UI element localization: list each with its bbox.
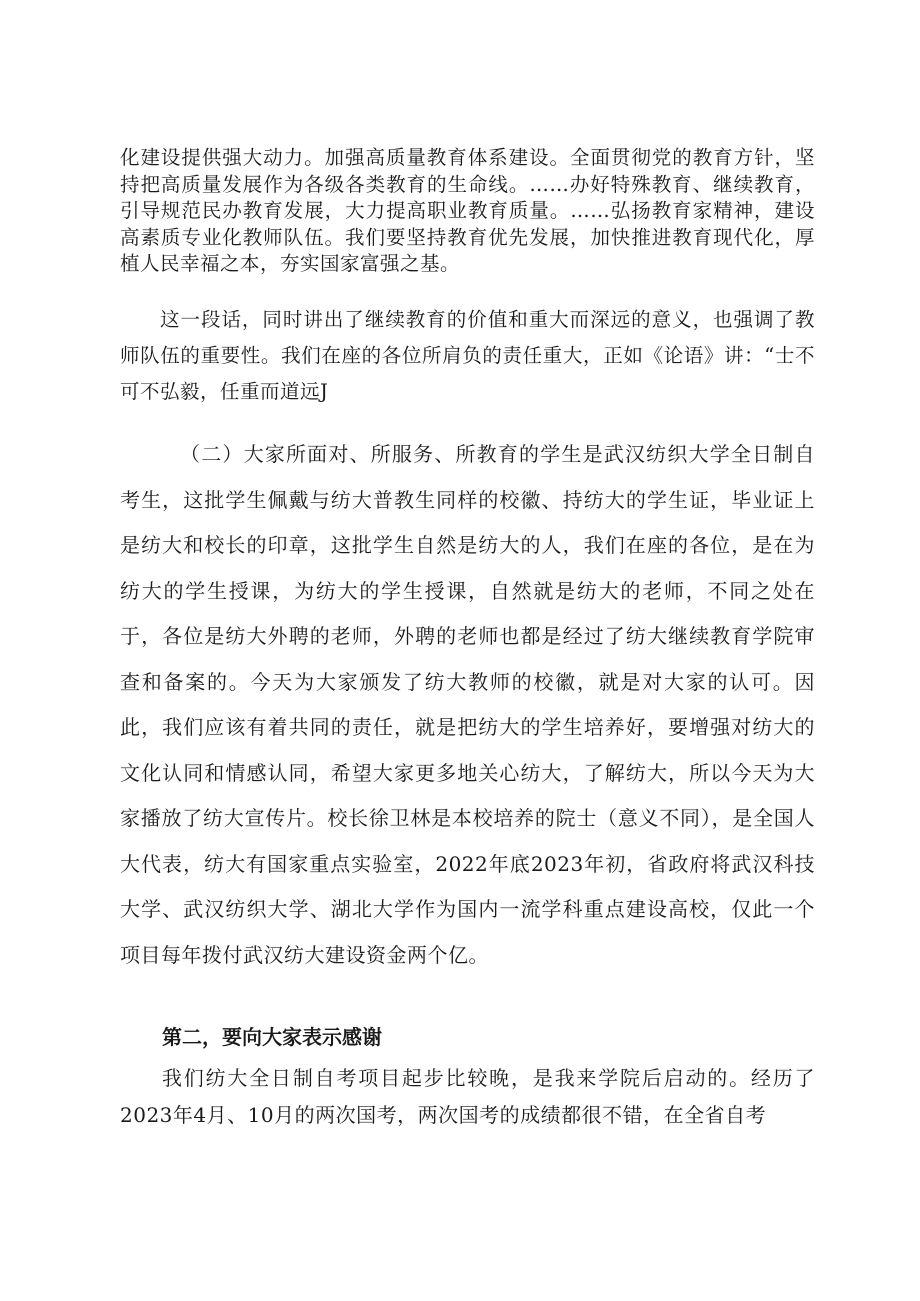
body-paragraph-2: 这一段话，同时讲出了继续教育的价值和重大而深远的意义，也强调了教师队伍的重要性。我们在座的各位所肩负的责任重大，正如《论语》讲：“士不可不弘毅，任重而道远J <box>120 308 815 403</box>
section-heading: 第二，要向大家表示感谢 <box>162 1025 382 1049</box>
body-paragraph-1: 化建设提供强大动力。加强高质量教育体系建设。全面贯彻党的教育方针，坚持把高质量发展作为各级各类教育的生命线。……办好特殊教育、继续教育，引导规范民办教育发展，大力提高职业教育质量。……弘扬教育家精神，建设高素质专业化教师队伍。我们要坚持教育优先发展，加快推进教育现代化，厚植人民幸福之本，夯实国家富强之基。 <box>120 146 815 275</box>
body-paragraph-4: 我们纺大全日制自考项目起步比较晚，是我来学院后启动的。经历了2023年4月、10月的两次国考，两次国考的成绩都很不错，在全省自考 <box>120 1066 815 1127</box>
body-paragraph-3: （二）大家所面对、所服务、所教育的学生是武汉纺织大学全日制自考生，这批学生佩戴与纺大普教生同样的校徽、持纺大的学生证，毕业证上是纺大和校长的印章，这批学生自然是纺大的人，我们在座的各位，是在为纺大的学生授课，为纺大的学生授课，自然就是纺大的老师，不同之处在于，各位是纺大外聘的老师，外聘的老师也都是经过了纺大继续教育学院审查和备案的。今天为大家颁发了纺大教师的校徽，就是对大家的认可。因此，我们应该有着共同的责任，就是把纺大的学生培养好，要增强对纺大的文化认同和情感认同，希望大家更多地关心纺大，了解纺大，所以今天为大家播放了纺大宣传片。校长徐卫林是本校培养的院士（意义不同），是全国人大代表，纺大有国家重点实验室，2022年底2023年初，省政府将武汉科技大学、武汉纺织大学、湖北大学作为国内一流学科重点建设高校，仅此一个项目每年拨付武汉纺大建设资金两个亿。 <box>120 442 815 967</box>
